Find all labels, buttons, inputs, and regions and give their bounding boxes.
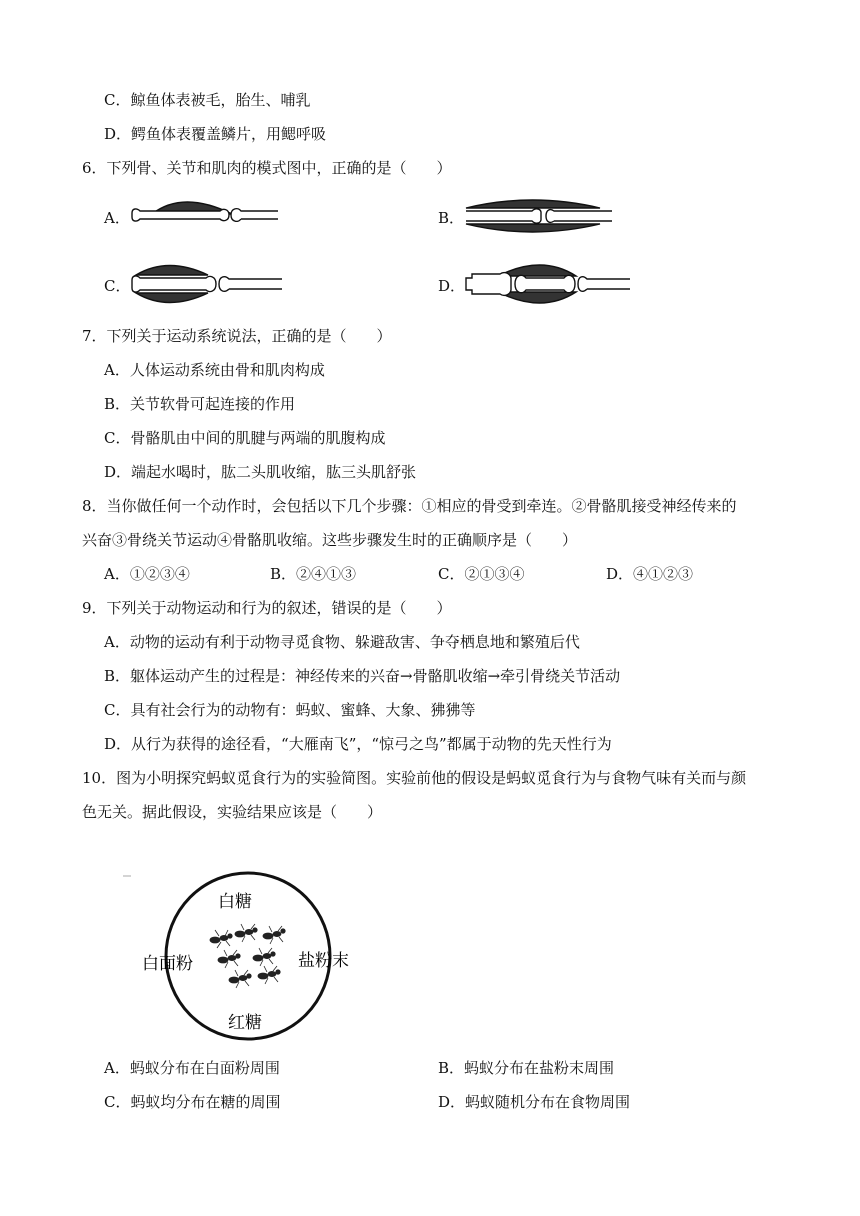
q7-option-c: C．骨骼肌由中间的肌腱与两端的肌腹构成 <box>104 429 386 447</box>
q9-option-c: C．具有社会行为的动物有：蚂蚁、蜜蜂、大象、狒狒等 <box>104 701 476 719</box>
q9-option-b: B．躯体运动产生的过程是：神经传来的兴奋→骨骼肌收缩→牵引骨绕关节活动 <box>104 667 621 685</box>
q6-label-b: B． <box>438 209 465 227</box>
q8-option-c: C．②①③④ <box>438 565 525 583</box>
q6-stem: 6．下列骨、关节和肌肉的模式图中，正确的是（ ） <box>82 159 452 177</box>
q6-figure-b <box>462 190 614 242</box>
q8-option-b: B．②④①③ <box>270 565 357 583</box>
q5-option-c: C．鲸鱼体表被毛，胎生、哺乳 <box>104 91 311 109</box>
q5-option-d: D．鳄鱼体表覆盖鳞片，用鳃呼吸 <box>104 125 327 143</box>
q6-label-a: A． <box>104 209 130 227</box>
q10-stem-line2: 色无关。据此假设，实验结果应该是（ ） <box>82 803 383 821</box>
q10-option-d: D．蚂蚁随机分布在食物周围 <box>438 1093 631 1111</box>
q6-label-d: D． <box>438 277 466 295</box>
q8-option-a: A．①②③④ <box>104 565 190 583</box>
q7-option-b: B．关节软骨可起连接的作用 <box>104 395 296 413</box>
food-label-right: 盐粉末 <box>298 951 349 971</box>
q10-option-b: B．蚂蚁分布在盐粉末周围 <box>438 1059 615 1077</box>
q8-stem-line1: 8．当你做任何一个动作时，会包括以下几个步骤：①相应的骨受到牵连。②骨骼肌接受神经传来的 <box>82 497 737 515</box>
q10-option-c: C．蚂蚁均分布在糖的周围 <box>104 1093 281 1111</box>
q6-figure-d <box>462 254 632 314</box>
q8-option-d: D．④①②③ <box>606 565 694 583</box>
q6-figure-a <box>128 192 280 238</box>
q7-option-d: D．端起水喝时，肱二头肌收缩，肱三头肌舒张 <box>104 463 417 481</box>
food-label-top: 白糖 <box>218 892 252 912</box>
q6-label-c: C． <box>104 277 131 295</box>
food-label-bottom: 红糖 <box>228 1013 262 1033</box>
q7-stem: 7．下列关于运动系统说法，正确的是（ ） <box>82 327 392 345</box>
q10-stem-line1: 10．图为小明探究蚂蚁觅食行为的实验简图。实验前他的假设是蚂蚁觅食行为与食物气味有关而与颜 <box>82 769 747 787</box>
q9-option-a: A．动物的运动有利于动物寻觅食物、躲避敌害、争夺栖息地和繁殖后代 <box>104 633 580 651</box>
q7-option-a: A．人体运动系统由骨和肌肉构成 <box>104 361 325 379</box>
ant-experiment-figure <box>120 870 370 1042</box>
q8-stem-line2: 兴奋③骨绕关节运动④骨骼肌收缩。这些步骤发生时的正确顺序是（ ） <box>82 531 578 549</box>
food-label-left: 白面粉 <box>142 954 193 974</box>
q9-option-d: D．从行为获得的途径看，“大雁南飞”，“惊弓之鸟”都属于动物的先天性行为 <box>104 735 612 753</box>
q10-option-a: A．蚂蚁分布在白面粉周围 <box>104 1059 280 1077</box>
q9-stem: 9．下列关于动物运动和行为的叙述，错误的是（ ） <box>82 599 452 617</box>
q6-figure-c <box>128 256 284 312</box>
